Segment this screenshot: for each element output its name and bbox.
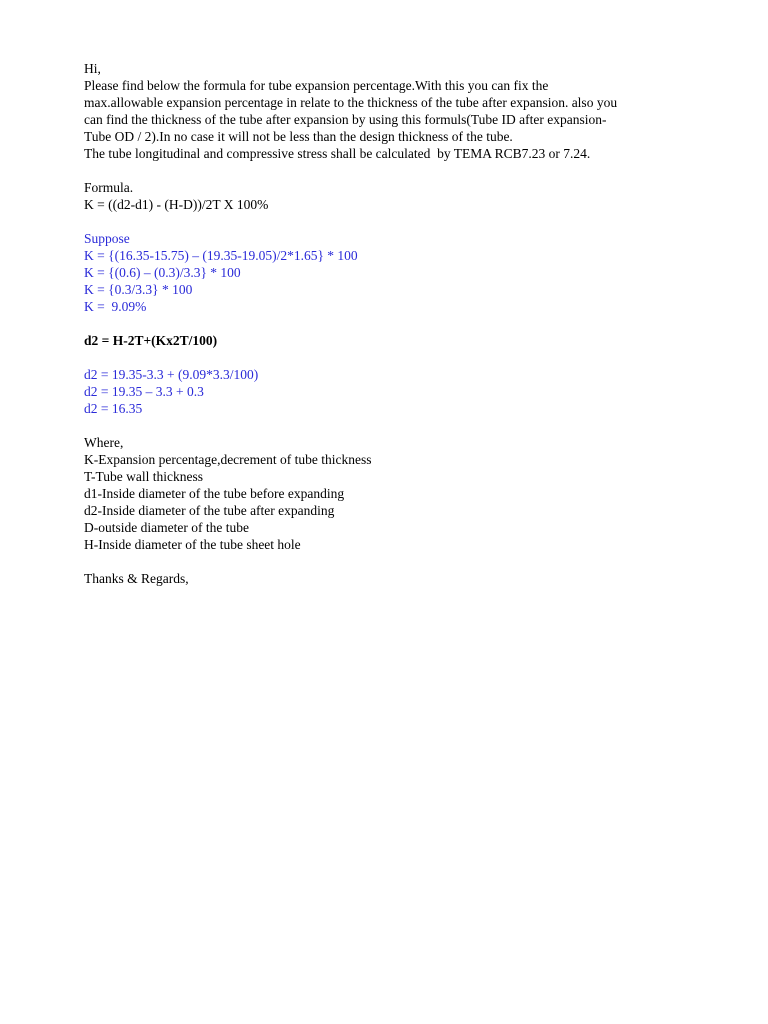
suppose-step: K = {0.3/3.3} * 100	[84, 282, 193, 297]
spacer	[84, 162, 704, 179]
intro-line: The tube longitudinal and compressive stress shall be calculated by TEMA RCB7.23 or 7.24.	[84, 146, 591, 161]
d2-step: d2 = 19.35 – 3.3 + 0.3	[84, 384, 204, 399]
closing: Thanks & Regards,	[84, 571, 189, 586]
definition-item: T-Tube wall thickness	[84, 469, 204, 484]
document-body	[84, 60, 704, 587]
suppose-step: K = 9.09%	[84, 299, 147, 314]
definition-item: d1-Inside diameter of the tube before expanding	[84, 486, 345, 501]
d2-step: d2 = 16.35	[84, 401, 143, 416]
suppose-heading: Suppose	[84, 231, 130, 246]
intro-line: Please find below the formula for tube expansion percentage.With this you can fix the	[84, 78, 549, 93]
definition-item: H-Inside diameter of the tube sheet hole	[84, 537, 301, 552]
d2-formula: d2 = H-2T+(Kx2T/100)	[84, 333, 218, 348]
definition-item: D-outside diameter of the tube	[84, 520, 249, 535]
suppose-step: K = {(16.35-15.75) – (19.35-19.05)/2*1.65} * 100	[84, 248, 358, 263]
spacer	[84, 213, 704, 230]
formula-heading: Formula.	[84, 180, 134, 195]
suppose-step: K = {(0.6) – (0.3)/3.3} * 100	[84, 265, 241, 280]
definition-item: d2-Inside diameter of the tube after expanding	[84, 503, 335, 518]
spacer	[84, 349, 704, 366]
where-heading: Where,	[84, 435, 124, 450]
formula-expression: K = ((d2-d1) - (H-D))/2T X 100%	[84, 197, 269, 212]
intro-line: Tube OD / 2).In no case it will not be less than the design thickness of the tube.	[84, 129, 513, 144]
greeting: Hi,	[84, 61, 101, 76]
d2-step: d2 = 19.35-3.3 + (9.09*3.3/100)	[84, 367, 259, 382]
intro-line: max.allowable expansion percentage in relate to the thickness of the tube after expansion. also you	[84, 95, 618, 110]
spacer	[84, 417, 704, 434]
intro-line: can find the thickness of the tube after expansion by using this formuls(Tube ID after expansion-	[84, 112, 607, 127]
spacer	[84, 315, 704, 332]
definition-item: K-Expansion percentage,decrement of tube thickness	[84, 452, 372, 467]
spacer	[84, 553, 704, 570]
